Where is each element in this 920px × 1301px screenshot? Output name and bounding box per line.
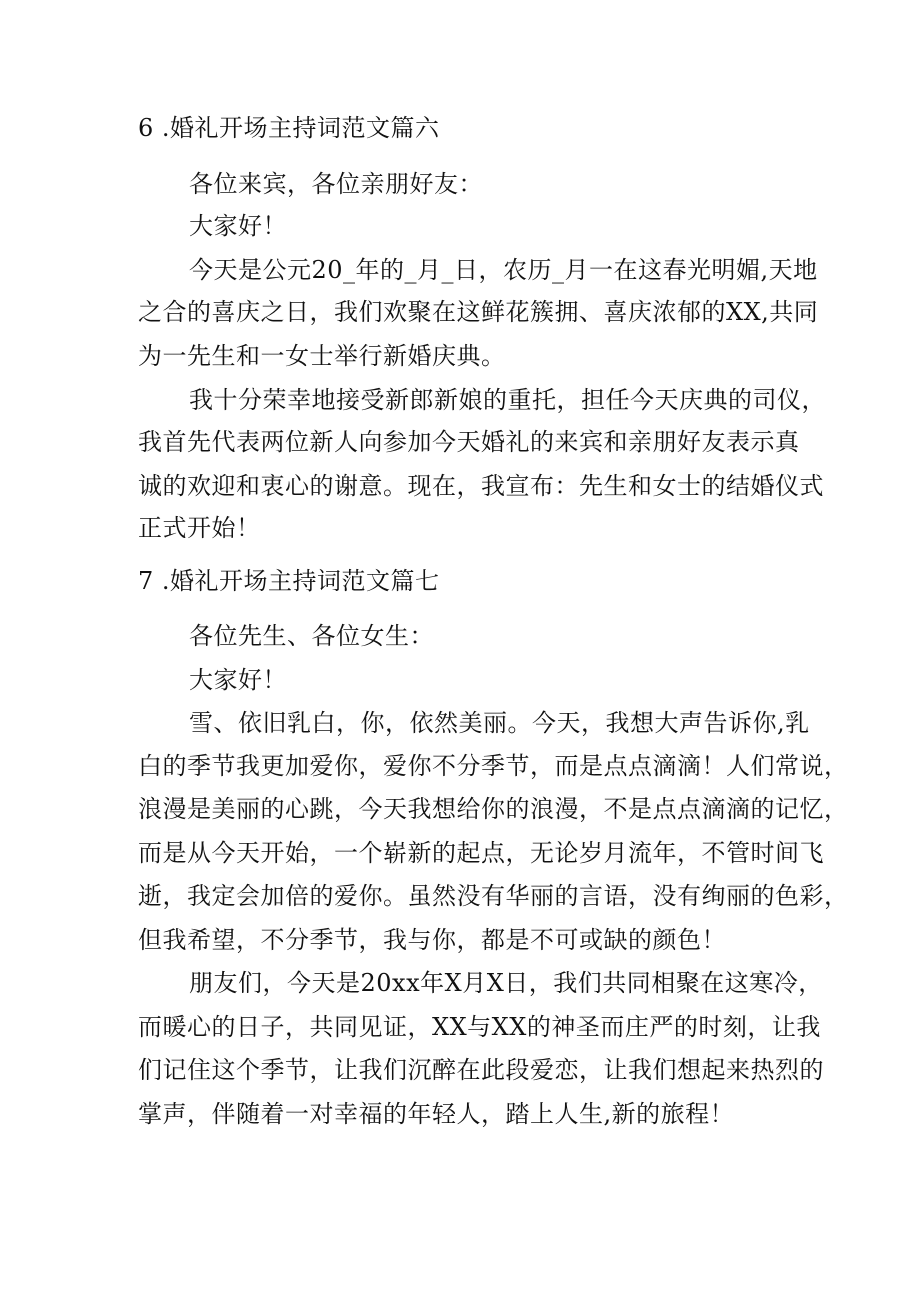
paragraph-line: 而暖心的日子，共同见证，XX与XX的神圣而庄严的时刻，让我: [138, 1013, 821, 1041]
paragraph-line: 今天是公元20_年的_月_日，农历_月一在这春光明媚,天地: [189, 256, 818, 284]
paragraph-line: 我十分荣幸地接受新郎新娘的重托，担任今天庆典的司仪，: [189, 386, 826, 414]
paragraph-line: 为一先生和一女士举行新婚庆典。: [138, 342, 506, 370]
paragraph-line: 但我希望，不分季节，我与你，都是不可或缺的颜色！: [138, 926, 726, 954]
paragraph-line: 雪、依旧乳白，你，依然美丽。今天，我想大声告诉你,乳: [189, 709, 810, 737]
paragraph-line: 我首先代表两位新人向参加今天婚礼的来宾和亲朋好友表示真: [138, 428, 800, 456]
paragraph-line: 诚的欢迎和衷心的谢意。现在，我宣布：先生和女士的结婚仪式: [138, 472, 824, 500]
paragraph-line: 们记住这个季节，让我们沉醉在此段爱恋，让我们想起来热烈的: [138, 1056, 824, 1084]
section-heading: 7 .婚礼开场主持词范文篇七: [138, 567, 440, 595]
hello-line: 大家好！: [189, 666, 287, 694]
paragraph-line: 朋友们，今天是20xx年X月X日，我们共同相聚在这寒冷，: [189, 969, 823, 997]
paragraph-line: 而是从今天开始，一个崭新的起点，无论岁月流年，不管时间飞: [138, 839, 824, 867]
greeting-line: 各位先生、各位女生：: [189, 622, 434, 650]
paragraph-line: 逝，我定会加倍的爱你。虽然没有华丽的言语，没有绚丽的色彩，: [138, 882, 849, 910]
paragraph-line: 正式开始！: [138, 514, 261, 542]
section-heading: 6 .婚礼开场主持词范文篇六: [138, 114, 440, 142]
paragraph-line: 浪漫是美丽的心跳，今天我想给你的浪漫，不是点点滴滴的记忆，: [138, 795, 849, 823]
greeting-line: 各位来宾，各位亲朋好友：: [189, 170, 483, 198]
paragraph-line: 白的季节我更加爱你，爱你不分季节，而是点点滴滴！人们常说，: [138, 752, 849, 780]
paragraph-line: 掌声，伴随着一对幸福的年轻人，踏上人生,新的旅程！: [138, 1100, 735, 1128]
paragraph-line: 之合的喜庆之日，我们欢聚在这鲜花簇拥、喜庆浓郁的XX,共同: [138, 298, 819, 326]
hello-line: 大家好！: [189, 212, 287, 240]
